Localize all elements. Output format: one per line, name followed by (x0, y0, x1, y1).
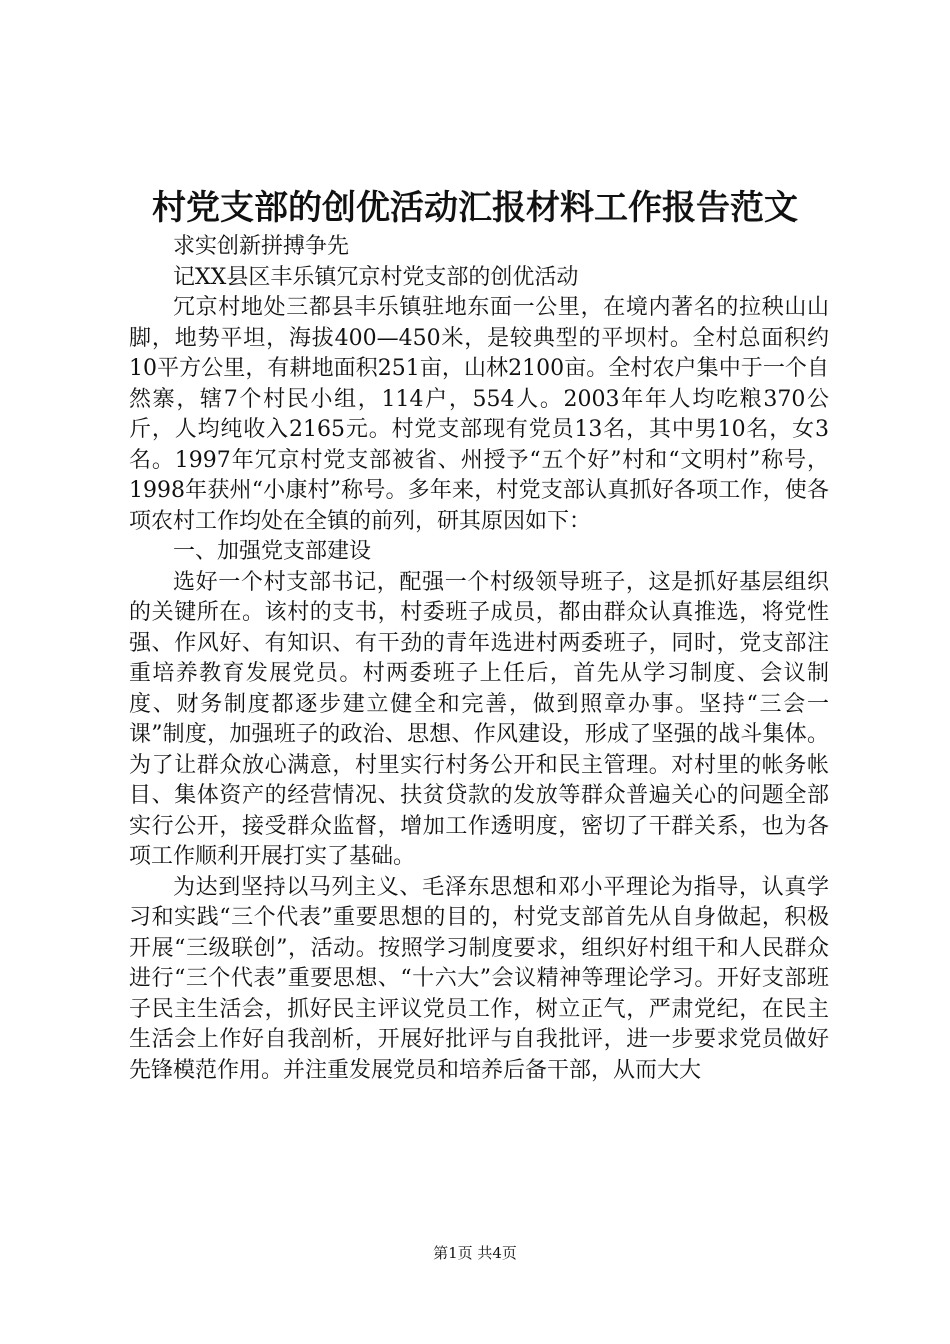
page-number: 第1页 共4页 (433, 1244, 517, 1262)
body-paragraph: 为达到坚持以马列主义、毛泽东思想和邓小平理论为指导，认真学习和实践“三个代表”重要思想的目的，村党支部首先从自身做起，积极开展“三级联创”，活动。按照学习制度要求，组织好村组干和人民群众进行“三个代表”重要思想、“十六大”会议精神等理论学习。开好支部班子民主生活会，抓好民主评议党员工作，树立正气，严肃党纪，在民主生活会上作好自我剖析，开展好批评与自我批评，进一步要求党员做好先锋模范作用。并注重发展党员和培养后备干部，从而大大 (129, 874, 829, 1083)
section-heading: 一、加强党支部建设 (173, 539, 372, 564)
body-paragraph: 冗京村地处三都县丰乐镇驻地东面一公里，在境内著名的拉秧山山脚，地势平坦，海拔400—450米，是较典型的平坝村。全村总面积约10平方公里，有耕地面积251亩，山林2100亩。全村农户集中于一个自然寨，辖7个村民小组，114户，554人。2003年年人均吃粮370公斤，人均纯收入2165元。村党支部现有党员13名，其中男10名，女3名。1997年冗京村党支部被省、州授予“五个好”村和“文明村”称号，1998年获州“小康村”称号。多年来，村党支部认真抓好各项工作，使各项农村工作均处在全镇的前列，研其原因如下： (129, 295, 829, 534)
document-body (129, 232, 829, 1086)
subtitle-line: 求实创新拼搏争先 (173, 234, 350, 259)
body-paragraph: 选好一个村支部书记，配强一个村级领导班子，这是抓好基层组织的关键所在。该村的支书，村委班子成员，都由群众认真推选，将党性强、作风好、有知识、有干劲的青年选进村两委班子，同时，党支部注重培养教育发展党员。村两委班子上任后，首先从学习制度、会议制度、财务制度都逐步建立健全和完善，做到照章办事。坚持“三会一课”制度，加强班子的政治、思想、作风建设，形成了坚强的战斗集体。为了让群众放心满意，村里实行村务公开和民主管理。对村里的帐务帐目、集体资产的经营情况、扶贫贷款的发放等群众普遍关心的问题全部实行公开，接受群众监督，增加工作透明度，密切了干群关系，也为各项工作顺利开展打实了基础。 (129, 569, 829, 869)
subtitle-line: 记XX县区丰乐镇冗京村党支部的创优活动 (173, 264, 579, 290)
page-title: 村党支部的创优活动汇报材料工作报告范文 (152, 188, 798, 228)
